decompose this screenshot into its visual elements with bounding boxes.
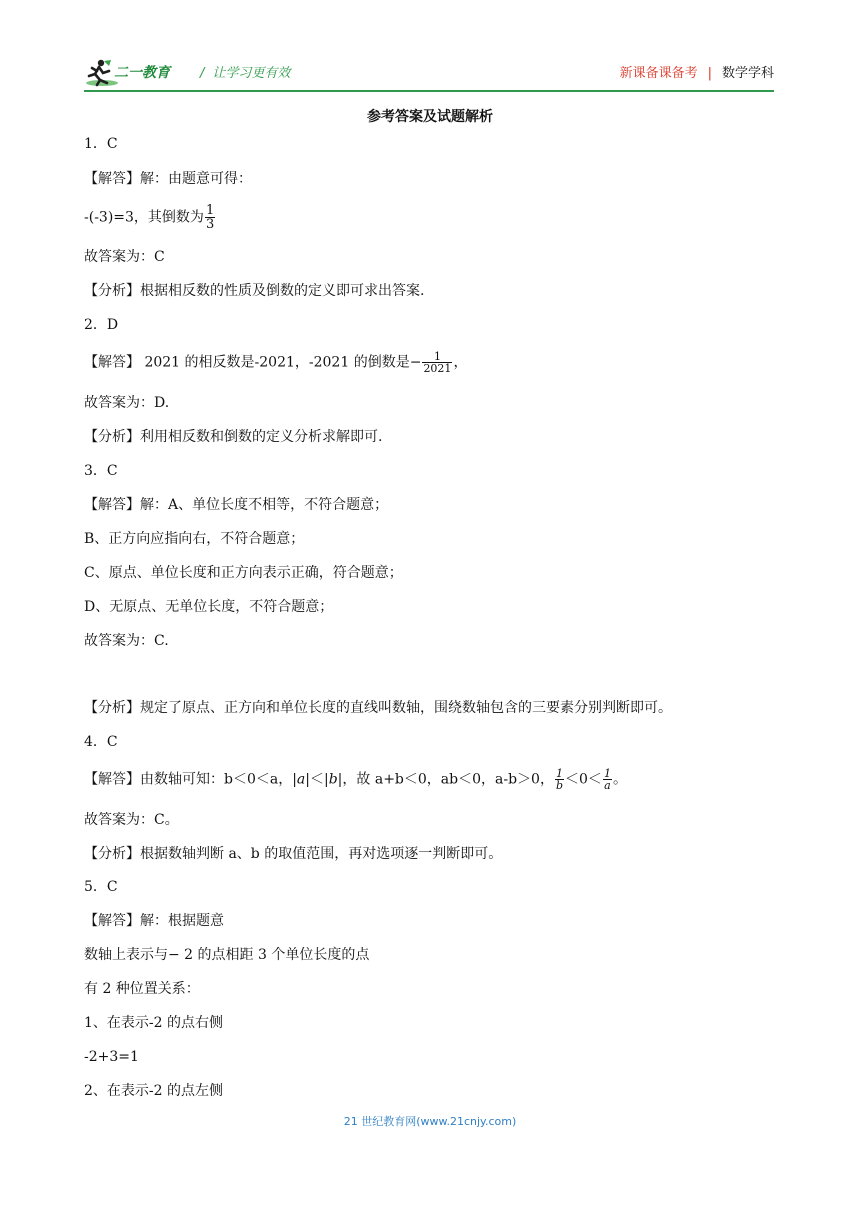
- q5-number: 5．C: [84, 879, 118, 895]
- q5-line-4: -2+3=1: [84, 1049, 139, 1065]
- q3-option-b: B、正方向应指向右，不符合题意；: [84, 531, 305, 547]
- q4-fraction-a: $\frac{1}{a}$: [603, 767, 611, 792]
- q1-final-answer: 故答案为：C: [84, 249, 165, 265]
- q1-answer-explanation: 【解答】解：由题意可得：: [84, 171, 252, 187]
- page-footer: 21 世纪教育网(www.21cnjy.com): [343, 1115, 517, 1128]
- q3-answer-explanation: 【解答】解：A、单位长度不相等，不符合题意；: [84, 497, 389, 513]
- q5-line-2: 有 2 种位置关系：: [84, 981, 200, 997]
- q1-number: 1．C: [84, 136, 118, 152]
- q4-answer-explanation: 【解答】由数轴可知：b＜0＜a，|a|＜|b|，故 a+b＜0，ab＜0，a-b＞0， $\frac{1}{b}$ ＜0＜ $\frac{1}{a}$ 。: [84, 767, 627, 792]
- q4-number: 4．C: [84, 734, 118, 750]
- q3-number: 3．C: [84, 463, 118, 479]
- q4-analysis: 【分析】根据数轴判断 a、b 的取值范围，再对选项逐一判断即可。: [84, 846, 503, 862]
- q3-analysis: 【分析】规定了原点、正方向和单位长度的直线叫数轴，围绕数轴包含的三要素分别判断即可。: [84, 700, 672, 716]
- q2-analysis: 【分析】利用相反数和倒数的定义分析求解即可.: [84, 429, 383, 445]
- q3-option-c: C、原点、单位长度和正方向表示正确，符合题意；: [84, 565, 403, 581]
- q5-answer-explanation: 【解答】解：根据题意: [84, 913, 224, 929]
- logo-text: 二一教育: [114, 65, 170, 81]
- q2-final-answer: 故答案为：D.: [84, 395, 170, 411]
- slogan: / 让学习更有效: [200, 66, 291, 81]
- q2-number: 2．D: [84, 317, 119, 333]
- header-divider: [84, 90, 774, 92]
- page-header: [84, 56, 774, 90]
- q5-line-5: 2、在表示-2 的点左侧: [84, 1083, 223, 1099]
- q3-option-d: D、无原点、无单位长度，不符合题意；: [84, 599, 334, 615]
- q1-fraction: $\frac{1}{3}$: [205, 203, 215, 232]
- q4-fraction-b: $\frac{1}{b}$: [555, 767, 564, 792]
- page-title: 参考答案及试题解析: [367, 109, 493, 125]
- q5-line-3: 1、在表示-2 的点右侧: [84, 1015, 223, 1031]
- q1-calculation: -(-3)=3，其倒数为 $\frac{1}{3}$: [84, 203, 215, 232]
- q1-analysis: 【分析】根据相反数的性质及倒数的定义即可求出答案.: [84, 283, 425, 299]
- q4-final-answer: 故答案为：C。: [84, 812, 179, 828]
- header-subject: 新课备课备考 | 数学学科: [619, 66, 774, 81]
- q2-answer-explanation: 【解答】 2021 的相反数是-2021，-2021 的倒数是− $\frac{1}{2021}$ ，: [84, 350, 468, 375]
- q3-final-answer: 故答案为：C.: [84, 633, 169, 649]
- q2-fraction: $\frac{1}{2021}$: [423, 350, 452, 375]
- q5-line-1: 数轴上表示与− 2 的点相距 3 个单位长度的点: [84, 947, 370, 963]
